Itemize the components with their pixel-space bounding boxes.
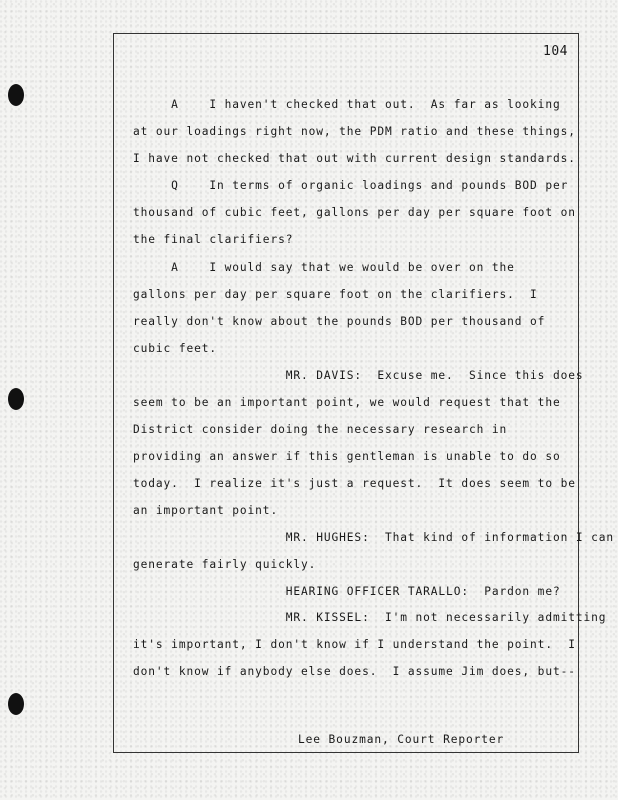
punch-hole [8, 388, 24, 410]
transcript-line: today. I realize it's just a request. It does seem to be [133, 477, 576, 490]
transcript-line: really don't know about the pounds BOD per thousand of [133, 315, 546, 328]
transcript-line: District consider doing the necessary research in [133, 423, 508, 436]
transcript-line: MR. DAVIS: Excuse me. Since this does [133, 369, 584, 382]
transcript-line: it's important, I don't know if I understand the point. I [133, 638, 576, 651]
transcript-line: the final clarifiers? [133, 233, 294, 246]
transcript-line: generate fairly quickly. [133, 558, 317, 571]
transcript-line: seem to be an important point, we would request that the [133, 396, 561, 409]
transcript-line: don't know if anybody else does. I assume Jim does, but-- [133, 665, 576, 678]
transcript-line: cubic feet. [133, 342, 217, 355]
punch-hole [8, 84, 24, 106]
transcript-line: providing an answer if this gentleman is unable to do so [133, 450, 561, 463]
transcript-line: gallons per day per square foot on the clarifiers. I [133, 288, 538, 301]
transcript-line: MR. HUGHES: That kind of information I can [133, 531, 615, 544]
court-reporter-footer: Lee Bouzman, Court Reporter [298, 733, 505, 746]
transcript-line: MR. KISSEL: I'm not necessarily admitting [133, 611, 607, 624]
transcript-line: an important point. [133, 504, 279, 517]
punch-hole [8, 693, 24, 715]
transcript-line: Q In terms of organic loadings and pounds BOD per [133, 179, 569, 192]
transcript-line: I have not checked that out with current design standards. [133, 152, 576, 165]
transcript-line: A I haven't checked that out. As far as looking [133, 98, 561, 111]
transcript-line: HEARING OFFICER TARALLO: Pardon me? [133, 585, 561, 598]
page-number: 104 [543, 44, 568, 59]
transcript-line: A I would say that we would be over on the [133, 261, 515, 274]
transcript-line: thousand of cubic feet, gallons per day per square foot on [133, 206, 576, 219]
transcript-line: at our loadings right now, the PDM ratio and these things, [133, 125, 576, 138]
